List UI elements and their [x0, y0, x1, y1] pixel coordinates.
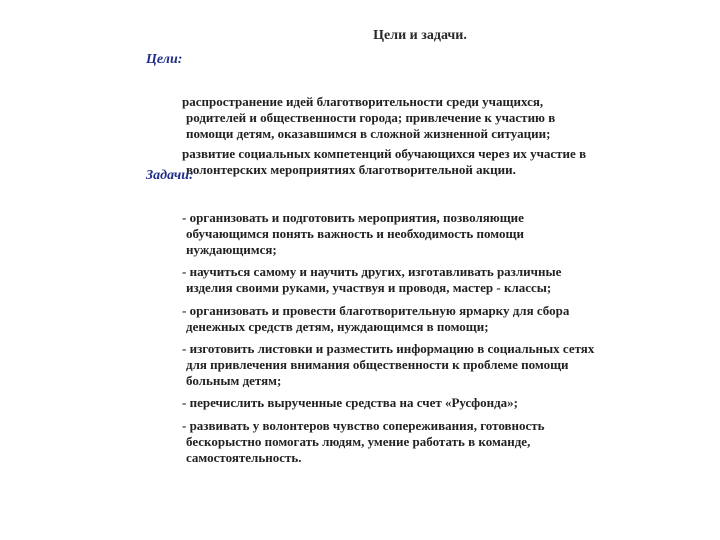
- task-item-continuation: бескорыстно помогать людям, умение работать в команде, самостоятельность.: [186, 434, 531, 465]
- task-item-continuation: для привлечения внимания общественности к проблеме помощи больным детям;: [186, 357, 569, 388]
- goal-item: [182, 130, 702, 194]
- task-item-first-line: - развивать у волонтеров чувство сопереживания, готовность: [182, 418, 545, 433]
- task-item: [182, 402, 702, 482]
- task-item-first-line: - организовать и провести благотворительную ярмарку для сбора: [182, 303, 570, 318]
- task-item-first-line: - организовать и подготовить мероприятия, позволяющие: [182, 210, 524, 225]
- task-item-first-line: - изготовить листовки и разместить информацию в социальных сетях: [182, 341, 595, 356]
- goal-item-first-line: развитие социальных компетенций обучающихся через их участие в: [182, 146, 587, 161]
- tasks-heading: Задачи:: [146, 168, 194, 183]
- task-item-continuation: обучающимся понять важность и необходимость помощи нуждающимся;: [186, 226, 524, 257]
- goal-item-continuation: волонтерских мероприятиях благотворительной акции.: [186, 162, 516, 177]
- task-item-first-line: - научиться самому и научить других, изготавливать различные: [182, 264, 562, 279]
- task-item-first-line: - перечислить вырученные средства на счет «Русфонда»;: [182, 395, 519, 410]
- page-title: Цели и задачи.: [373, 28, 467, 43]
- task-item-continuation: денежных средств детям, нуждающимся в помощи;: [186, 319, 489, 334]
- goal-item-continuation: родителей и общественности города; привлечение к участию в помощи детям, оказавшимся в сложной жизненной ситуации;: [186, 110, 556, 141]
- task-item-continuation: изделия своими руками, участвуя и проводя, мастер - классы;: [186, 280, 552, 295]
- goal-item-first-line: распространение идей благотворительности среди учащихся,: [182, 94, 544, 109]
- goals-heading: Цели:: [146, 52, 183, 67]
